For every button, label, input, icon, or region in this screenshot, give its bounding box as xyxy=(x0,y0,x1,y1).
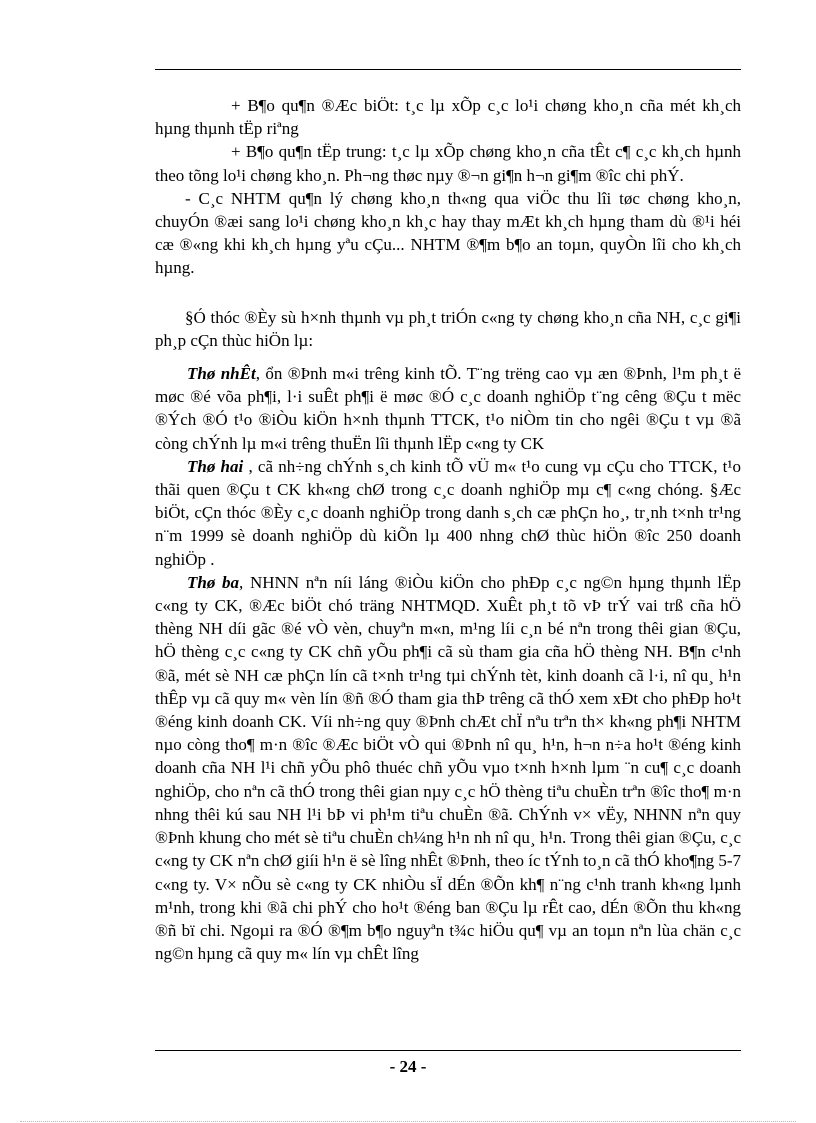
page-edge-divider xyxy=(20,1121,796,1122)
second-solution-text: , cã nh÷ng chÝnh s¸ch kinh tÕ vÜ m« t¹o cung vµ cÇu cho TTCK, t¹o thãi quen ®Çu t CK kh«ng chØ trong c¸c doanh nghiÖp mµ c¶ c«ng chóng. §Æc biÖt, cÇn thóc ®Èy c¸c doanh nghiÖp trong danh s¸ch cæ phÇn ho¸, tr¸nh t×nh tr¹ng n¨m 1999 sè doanh nghiÖp dù kiÕn lµ 400 nhng chØ thùc hiÖn ®îc 250 doanh nghiÖp . xyxy=(155,456,741,569)
page-body xyxy=(155,94,741,965)
lead-third: Thø ba xyxy=(187,572,240,592)
page-number: - 24 - xyxy=(389,1057,427,1076)
paragraph-third-solution: Thø ba, NHNN nªn níi láng ®iÒu kiÖn cho phÐp c¸c ng©n hµng thµnh lËp c«ng ty CK, ®Æc biÖt chó träng NHTMQD. XuÊt ph¸t tõ vÞ trÝ vai trß cña hÖ thèng NH díi gãc ®é vÒ vèn, chuyªn m«n, m¹ng líi c¸n bé nªn trong thêi gian ®Çu, hÖ thèng c¸c c«ng ty CK chñ yÕu ph¶i cã sù tham gia cña hÖ thèng NH. B¶n c¹nh ®ã, mét sè NH cæ phÇn lín cã t×nh tr¹ng tµi chÝnh tèt, kinh doanh cã l·i, nî qu¸ h¹n thÊp vµ cã quy m« vèn lín ®ñ ®Ó tham gia thÞ trêng cã thÓ xem xÐt cho phÐp ho¹t ®éng kinh doanh CK. Víi nh÷ng quy ®Þnh chÆt chÏ nªu trªn th× kh«ng ph¶i NHTM nµo còng tho¶ m·n ®îc ®Æc biÖt vÒ qui ®Þnh nî qu¸ h¹n, h¬n n÷a ho¹t ®éng kinh doanh cña NH l¹i chñ yÕu phô thuéc chñ yÕu vµo t×nh h×nh lµm ¨n cu¶ c¸c doanh nghiÖp, cho nªn cã thÓ trong thêi gian nµy c¸c hÖ thèng tiªu chuÈn trªn ®îc tho¶ m·n nhng thêi kú sau NH l¹i bÞ vi ph¹m tiªu chuÈn ®ã. ChÝnh v× vËy, NHNN nªn quy ®Þnh khung cho mét sè tiªu chuÈn ch¼ng h¹n nh nî qu¸ h¹n. Trong thêi gian ®Çu, c¸c c«ng ty CK nªn chØ giíi h¹n ë sè lîng nhÊt ®Þnh, theo íc tÝnh to¸n cã thÓ kho¶ng 5-7 c«ng ty. V× nÕu sè c«ng ty CK nhiÒu sÏ dÉn ®Õn kh¶ n¨ng c¹nh tranh kh«ng lµnh m¹nh, trong khi ®ã chi phÝ cho ho¹t ®éng ban ®Çu lµ rÊt cao, dÉn ®Õn thu kh«ng ®ñ bï chi. Ngoµi ra ®Ó ®¶m b¶o nguyªn t¾c hiÖu qu¶ vµ an toµn nªn lùa chän c¸c ng©n hµng cã quy m« lín vµ chÊt lîng xyxy=(155,572,742,964)
first-solution-text: ổn ®Þnh m«i trêng kinh tÕ. T¨ng trëng cao vµ æn ®Þnh, l¹m ph¸t ë møc ®é võa ph¶i, l·i suÊt ph¶i ë møc ®Ó c¸c doanh nghiÖp t¨ng cêng ®Çu t mëc ®Ých ®Ó t¹o ®iÒu kiÖn h×nh thµnh TTCK, t¹o niÒm tin cho ngêi ®Çu t vµ ®ã còng chÝnh lµ m«i trêng thuËn lîi thµnh lËp c«ng ty CK xyxy=(155,364,741,453)
paragraph-solutions-intro: §Ó thóc ®Èy sù h×nh thµnh vµ ph¸t triÓn c«ng ty chøng kho¸n cña NH, c¸c gi¶i ph¸p cÇn thùc hiÖn lµ: xyxy=(155,307,741,350)
paragraph-first-solution: Thø nhÊt, ổn ®Þnh m«i trêng kinh tÕ. T¨ng trëng cao vµ æn ®Þnh, l¹m ph¸t ë møc ®é võa ph¶i, l·i suÊt ph¶i ë møc ®Ó c¸c doanh nghiÖp t¨ng cêng ®Çu t mëc ®Ých ®Ó t¹o ®iÒu kiÖn h×nh thµnh TTCK, t¹o niÒm tin cho ngêi ®Çu t vµ ®ã còng chÝnh lµ m«i trêng thuËn lîi thµnh lËp c«ng ty CK xyxy=(155,364,741,453)
paragraph-second-solution xyxy=(155,455,741,571)
footer-rule xyxy=(155,1050,741,1051)
paragraph-special-custody: + B¶o qu¶n ®Æc biÖt: t¸c lµ xÕp c¸c lo¹i chøng kho¸n cña mét kh¸ch hµng thµnh tËp riªng xyxy=(155,96,741,139)
third-solution-text: NHNN nªn níi láng ®iÒu kiÖn cho phÐp c¸c ng©n hµng thµnh lËp c«ng ty CK, ®Æc biÖt chó träng NHTMQD. XuÊt ph¸t tõ vÞ trÝ vai trß cña hÖ thèng NH díi gãc ®é vÒ vèn, chuyªn m«n, m¹ng líi c¸n bé nªn trong thêi gian ®Çu, hÖ thèng c¸c c«ng ty CK chñ yÕu ph¶i cã sù tham gia cña hÖ thèng NH. B¶n c¹nh ®ã, mét sè NH cæ phÇn lín cã t×nh tr¹ng tµi chÝnh tèt, kinh doanh cã l·i, nî qu¸ h¹n thÊp vµ cã quy m« vèn lín ®ñ ®Ó tham gia thÞ trêng cã thÓ xem xÐt cho phÐp ho¹t ®éng kinh doanh CK. Víi nh÷ng quy ®Þnh chÆt chÏ nªu trªn th× kh«ng ph¶i NHTM nµo còng tho¶ m·n ®îc ®Æc biÖt vÒ qui ®Þnh nî qu¸ h¹n, h¬n n÷a ho¹t ®éng kinh doanh cña NH l¹i chñ yÕu phô thuéc chñ yÕu vµo t×nh h×nh lµm ¨n cu¶ c¸c doanh nghiÖp, cho nªn cã thÓ trong thêi gian nµy c¸c hÖ thèng tiªu chuÈn trªn ®îc tho¶ m·n nhng thêi kú sau NH l¹i bÞ vi ph¹m tiªu chuÈn ®ã. ChÝnh v× vËy, NHNN nªn quy ®Þnh khung cho mét sè tiªu chuÈn ch¼ng h¹n nh nî qu¸ h¹n. Trong thêi gian ®Çu, c¸c c«ng ty CK nªn chØ giíi h¹n ë sè lîng nhÊt ®Þnh, theo íc tÝnh to¸n cã thÓ kho¶ng 5-7 c«ng ty. V× nÕu sè c«ng ty CK nhiÒu sÏ dÉn ®Õn kh¶ n¨ng c¹nh tranh kh«ng lµnh m¹nh, trong khi ®ã chi phÝ cho ho¹t ®éng ban ®Çu lµ rÊt cao, dÉn ®Õn thu kh«ng ®ñ bï chi. Ngoµi ra ®Ó ®¶m b¶o nguyªn t¾c hiÖu qu¶ vµ an toµn nªn lùa chän c¸c ng©n hµng cã quy m« lín vµ chÊt lîng xyxy=(155,572,742,964)
lead-first: Thø nhÊt xyxy=(187,364,256,384)
header-rule xyxy=(155,69,741,70)
lead-second: Thø hai xyxy=(187,456,244,476)
paragraph-central-custody: + B¶o qu¶n tËp trung: t¸c lµ xÕp chøng kho¸n cña tÊt c¶ c¸c kh¸ch hµnh theo tõng lo¹i chøng kho¸n. Ph¬ng thøc nµy ®¬n gi¶n h¬n gi¶m ®îc chi phÝ. xyxy=(155,142,741,185)
paragraph-nhtm-management: - C¸c NHTM qu¶n lý chøng kho¸n th«ng qua viÖc thu lîi tøc chøng kho¸n, chuyÓn ®æi sang lo¹i chøng kho¸n kh¸c hay thay mÆt kh¸ch hµng tham dù ®¹i héi cæ ®«ng khi kh¸ch hµng yªu cÇu... NHTM ®¶m b¶o an toµn, quyÒn lîi cho kh¸ch hµng. xyxy=(155,188,741,278)
